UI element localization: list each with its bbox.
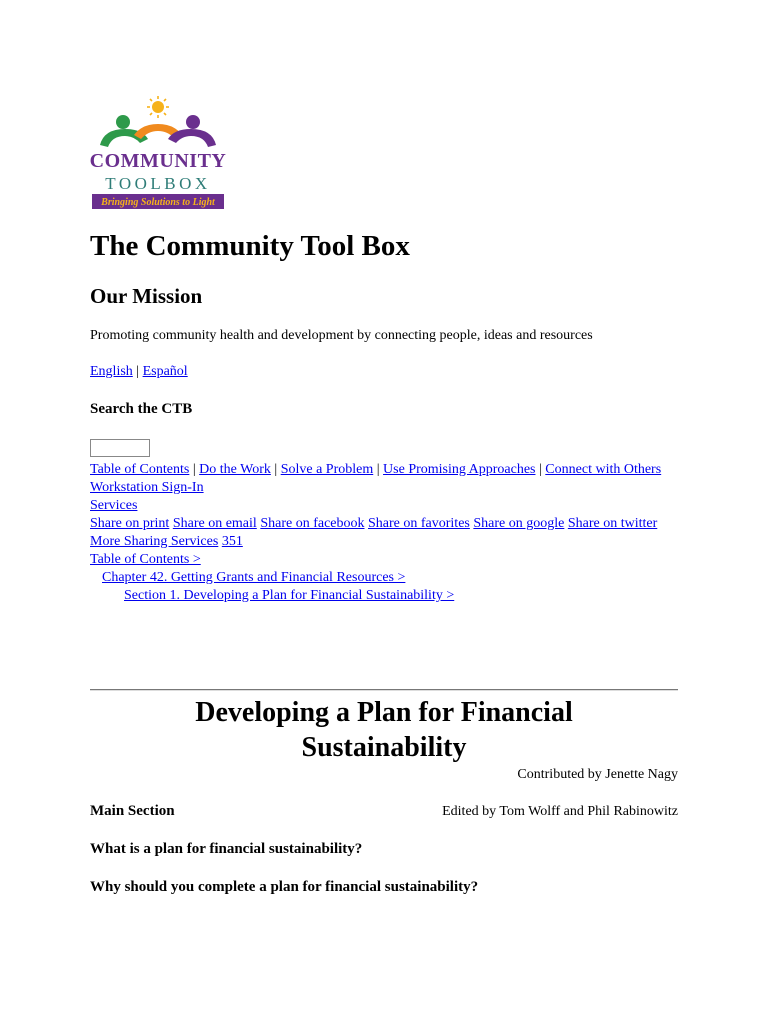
logo-tagline: Bringing Solutions to Light <box>101 197 215 208</box>
breadcrumb-section-1[interactable]: Section 1. Developing a Plan for Financial Sustainability > <box>124 588 455 603</box>
share-count-link[interactable]: 351 <box>221 534 243 549</box>
nav-connect-with-others-link[interactable]: Connect with Others <box>545 462 662 477</box>
nav-separator: | <box>376 462 380 477</box>
language-english-link[interactable]: English <box>90 364 133 379</box>
share-print-link[interactable]: Share on print <box>90 516 170 531</box>
share-email-link[interactable]: Share on email <box>172 516 257 531</box>
mission-text: Promoting community health and development by connecting people, ideas and resources <box>90 328 593 343</box>
question-heading: What is a plan for financial sustainability? <box>90 841 363 857</box>
question-heading: Why should you complete a plan for financial sustainability? <box>90 879 479 895</box>
nav-separator: | <box>538 462 542 477</box>
nav-separator: | <box>274 462 278 477</box>
people-icon <box>100 115 216 147</box>
more-sharing-services-link[interactable]: More Sharing Services <box>90 534 219 549</box>
breadcrumb-table-of-contents[interactable]: Table of Contents > <box>90 552 201 567</box>
article-title-line2: Sustainability <box>301 732 467 763</box>
share-twitter-link[interactable]: Share on twitter <box>567 516 658 531</box>
site-title: The Community Tool Box <box>90 230 410 262</box>
workstation-signin-link[interactable]: Workstation Sign-In <box>90 480 204 495</box>
share-favorites-link[interactable]: Share on favorites <box>368 516 470 531</box>
community-toolbox-logo <box>90 95 226 213</box>
nav-do-the-work-link[interactable]: Do the Work <box>199 462 271 477</box>
language-switcher <box>90 364 188 380</box>
mission-heading: Our Mission <box>90 284 203 308</box>
contributor-credit: Contributed by Jenette Nagy <box>517 767 678 782</box>
article-title-line1: Developing a Plan for Financial <box>195 697 573 728</box>
share-links <box>90 515 678 551</box>
navigation-links <box>90 461 678 605</box>
logo-graphic <box>90 95 226 213</box>
language-separator: | <box>136 364 140 379</box>
nav-use-promising-approaches-link[interactable]: Use Promising Approaches <box>383 462 536 477</box>
main-section-heading: Main Section <box>90 803 175 819</box>
search-heading: Search the CTB <box>90 401 193 417</box>
breadcrumb-chapter-42[interactable]: Chapter 42. Getting Grants and Financial Resources > <box>102 570 406 585</box>
search-input[interactable] <box>90 439 150 457</box>
share-google-link[interactable]: Share on google <box>473 516 565 531</box>
article-title <box>90 695 678 765</box>
nav-separator: | <box>192 462 196 477</box>
nav-solve-a-problem-link[interactable]: Solve a Problem <box>280 462 374 477</box>
editor-credit: Edited by Tom Wolff and Phil Rabinowitz <box>442 804 678 819</box>
language-spanish-link[interactable]: Español <box>142 364 188 379</box>
share-facebook-link[interactable]: Share on facebook <box>260 516 365 531</box>
main-nav <box>90 461 678 479</box>
services-link[interactable]: Services <box>90 498 138 513</box>
sun-icon <box>147 96 169 118</box>
horizontal-divider <box>90 689 678 691</box>
logo-word-community: COMMUNITY <box>90 150 226 172</box>
logo-word-toolbox: TOOLBOX <box>105 174 211 193</box>
nav-table-of-contents-link[interactable]: Table of Contents <box>90 462 190 477</box>
